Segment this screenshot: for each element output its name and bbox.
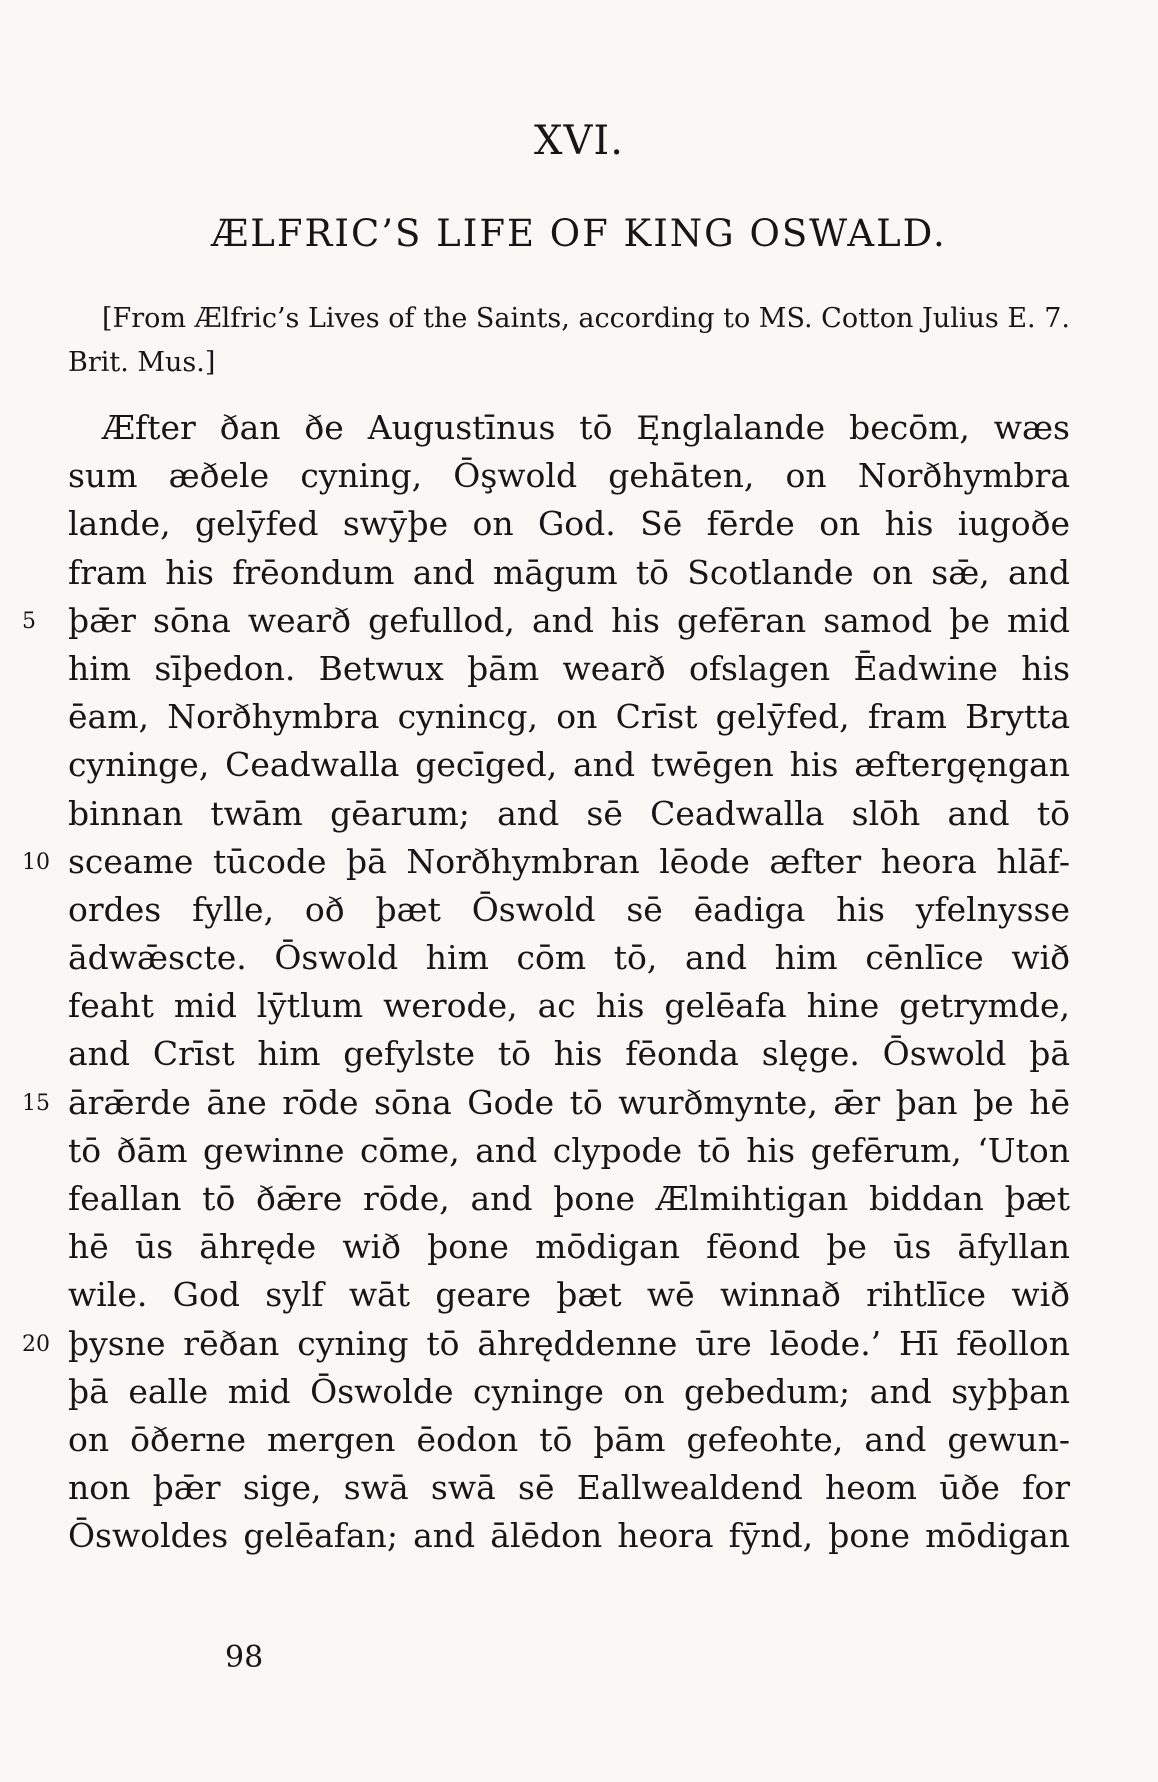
line-text: binnan twām gēarum; and sē Ceadwalla slōh and tō — [68, 793, 1070, 833]
line-text: Æfter ðan ðe Augustīnus tō Ęnglalande becōm, wæs — [102, 408, 1070, 447]
text-line — [68, 1271, 1070, 1319]
text-line — [68, 404, 1070, 452]
text-line — [22, 597, 1070, 645]
text-line — [68, 1223, 1070, 1271]
line-text: him sīþedon. Betwux þām wearð ofslagen Ēadwine his — [68, 648, 1070, 688]
line-text: and Crīst him gefylste tō his fēonda slęge. Ōswold þā — [68, 1034, 1070, 1074]
text-line — [68, 1368, 1070, 1416]
text-line — [68, 645, 1070, 693]
line-text: Ōswoldes gelēafan; and ālēdon heora fӯnd, þone mōdigan — [68, 1516, 1070, 1556]
text-line — [68, 1030, 1070, 1078]
line-text: ordes fylle, oð þæt Ōswold sē ēadiga his yfelnysse — [68, 889, 1070, 929]
line-number: 20 — [22, 1331, 50, 1357]
text-line — [68, 1127, 1070, 1175]
text-line — [68, 934, 1070, 982]
line-text: þysne rēðan cyning tō āhręddenne ūre lēode.’ Hī fēollon — [68, 1323, 1070, 1363]
text-line — [68, 500, 1070, 548]
line-text: feallan tō ðǣre rōde, and þone Ælmihtigan biddan þæt — [68, 1179, 1070, 1218]
line-text: feaht mid lӯtlum werode, ac his gelēafa hine getrymde, — [68, 986, 1070, 1026]
text-line — [68, 1512, 1070, 1560]
chapter-number: XVI. — [534, 118, 624, 164]
line-text: ēam, Norðhymbra cynincg, on Crīst gelӯfed, fram Brytta — [68, 697, 1070, 737]
line-text: non þǣr sige, swā swā sē Eallwealdend heom ūðe for — [68, 1468, 1070, 1508]
source-note: [From Ælfric’s Lives of the Saints, according to MS. Cotton Julius E. 7. Brit. Mus.] — [68, 303, 1070, 378]
line-text: lande, gelӯfed swӯþe on God. Sē fērde on his iugoðe — [68, 504, 1070, 544]
line-text: þā ealle mid Ōswolde cyninge on gebedum; and syþþan — [68, 1371, 1070, 1411]
text-line — [68, 549, 1070, 597]
text-line — [68, 1416, 1070, 1464]
chapter-title: ÆLFRIC’S LIFE OF KING OSWALD. — [211, 212, 947, 255]
page-number: 98 — [225, 1640, 264, 1675]
line-text: wile. God sylf wāt geare þæt wē winnað rihtlīce wið — [68, 1275, 1070, 1315]
line-number: 5 — [22, 608, 36, 634]
text-line — [68, 452, 1070, 500]
line-text: ādwǣscte. Ōswold him cōm tō, and him cēnlīce wið — [68, 938, 1070, 978]
line-text: fram his frēondum and māgum tō Scotlande on sǣ, and — [68, 552, 1070, 592]
text-line — [22, 838, 1070, 886]
text-line — [22, 1079, 1070, 1127]
text-line — [68, 1464, 1070, 1512]
text-line — [68, 886, 1070, 934]
line-number: 15 — [22, 1090, 50, 1116]
text-line — [68, 741, 1070, 789]
line-text: cyninge, Ceadwalla gecīged, and twēgen his æftergęngan — [68, 745, 1070, 785]
line-text: tō ðām gewinne cōme, and clypode tō his gefērum, ‘Uton — [68, 1130, 1070, 1170]
line-text: on ōðerne mergen ēodon tō þām gefeohte, and gewun- — [68, 1419, 1070, 1459]
line-text: sum æðele cyning, Ōşwold gehāten, on Norðhymbra — [68, 456, 1070, 496]
line-text: sceame tūcode þā Norðhymbran lēode æfter heora hlāf- — [68, 841, 1070, 881]
line-text: ārǣrde āne rōde sōna Gode tō wurðmynte, ǣr þan þe hē — [68, 1082, 1070, 1122]
text-line — [68, 1175, 1070, 1223]
line-text: hē ūs āhręde wið þone mōdigan fēond þe ūs āfyllan — [68, 1227, 1070, 1267]
body-text — [22, 404, 1070, 1561]
line-number: 10 — [22, 849, 50, 875]
text-line — [68, 982, 1070, 1030]
text-line — [22, 1320, 1070, 1368]
text-line — [68, 693, 1070, 741]
text-line — [68, 790, 1070, 838]
line-text: þǣr sōna wearð gefullod, and his gefēran samod þe mid — [68, 600, 1070, 640]
